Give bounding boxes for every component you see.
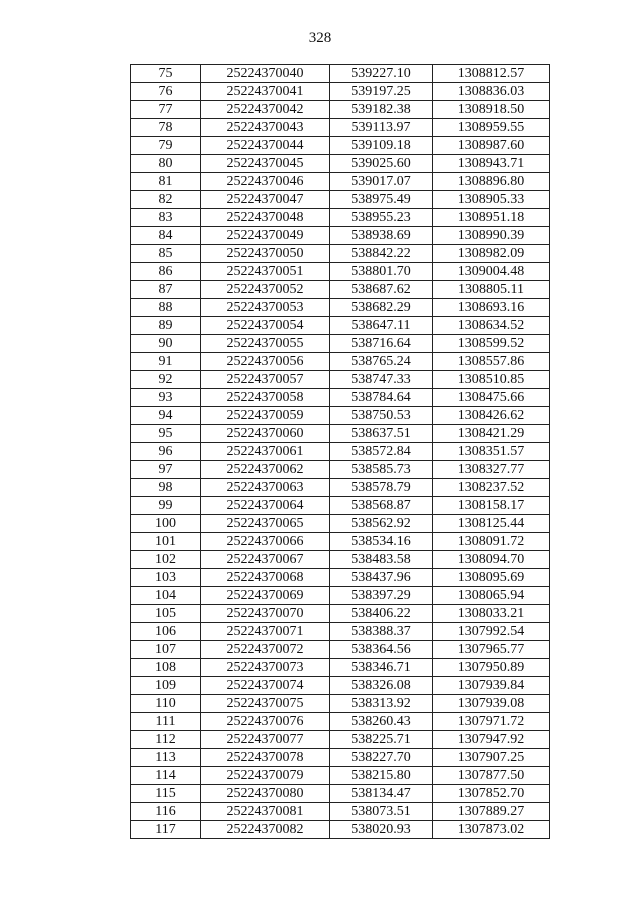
x-coordinate-cell: 538313.92	[330, 695, 433, 713]
x-coordinate-cell: 538572.84	[330, 443, 433, 461]
x-coordinate-cell: 538225.71	[330, 731, 433, 749]
row-number-cell: 91	[131, 353, 201, 371]
row-number-cell: 114	[131, 767, 201, 785]
y-coordinate-cell: 1308896.80	[433, 173, 550, 191]
y-coordinate-cell: 1308125.44	[433, 515, 550, 533]
point-id-cell: 25224370063	[201, 479, 330, 497]
x-coordinate-cell: 538938.69	[330, 227, 433, 245]
point-id-cell: 25224370043	[201, 119, 330, 137]
row-number-cell: 111	[131, 713, 201, 731]
point-id-cell: 25224370057	[201, 371, 330, 389]
x-coordinate-cell: 538406.22	[330, 605, 433, 623]
x-coordinate-cell: 538215.80	[330, 767, 433, 785]
y-coordinate-cell: 1308951.18	[433, 209, 550, 227]
table-row	[131, 425, 550, 443]
y-coordinate-cell: 1308943.71	[433, 155, 550, 173]
table-row	[131, 335, 550, 353]
table-row	[131, 623, 550, 641]
row-number-cell: 101	[131, 533, 201, 551]
point-id-cell: 25224370074	[201, 677, 330, 695]
x-coordinate-cell: 538534.16	[330, 533, 433, 551]
table-row	[131, 551, 550, 569]
table-row	[131, 767, 550, 785]
row-number-cell: 77	[131, 101, 201, 119]
row-number-cell: 82	[131, 191, 201, 209]
y-coordinate-cell: 1308599.52	[433, 335, 550, 353]
y-coordinate-cell: 1308426.62	[433, 407, 550, 425]
row-number-cell: 96	[131, 443, 201, 461]
point-id-cell: 25224370082	[201, 821, 330, 839]
point-id-cell: 25224370075	[201, 695, 330, 713]
y-coordinate-cell: 1307939.84	[433, 677, 550, 695]
point-id-cell: 25224370053	[201, 299, 330, 317]
table-row	[131, 785, 550, 803]
y-coordinate-cell: 1307873.02	[433, 821, 550, 839]
point-id-cell: 25224370049	[201, 227, 330, 245]
row-number-cell: 109	[131, 677, 201, 695]
row-number-cell: 94	[131, 407, 201, 425]
x-coordinate-cell: 539227.10	[330, 65, 433, 83]
x-coordinate-cell: 539197.25	[330, 83, 433, 101]
row-number-cell: 98	[131, 479, 201, 497]
y-coordinate-cell: 1308836.03	[433, 83, 550, 101]
x-coordinate-cell: 538364.56	[330, 641, 433, 659]
point-id-cell: 25224370052	[201, 281, 330, 299]
point-id-cell: 25224370055	[201, 335, 330, 353]
point-id-cell: 25224370071	[201, 623, 330, 641]
table-row	[131, 641, 550, 659]
row-number-cell: 116	[131, 803, 201, 821]
table-row	[131, 749, 550, 767]
table-row	[131, 191, 550, 209]
y-coordinate-cell: 1308237.52	[433, 479, 550, 497]
point-id-cell: 25224370073	[201, 659, 330, 677]
x-coordinate-cell: 538346.71	[330, 659, 433, 677]
y-coordinate-cell: 1308095.69	[433, 569, 550, 587]
row-number-cell: 93	[131, 389, 201, 407]
point-id-cell: 25224370048	[201, 209, 330, 227]
row-number-cell: 90	[131, 335, 201, 353]
row-number-cell: 106	[131, 623, 201, 641]
x-coordinate-cell: 538437.96	[330, 569, 433, 587]
y-coordinate-cell: 1308634.52	[433, 317, 550, 335]
row-number-cell: 95	[131, 425, 201, 443]
point-id-cell: 25224370069	[201, 587, 330, 605]
row-number-cell: 80	[131, 155, 201, 173]
x-coordinate-cell: 538682.29	[330, 299, 433, 317]
x-coordinate-cell: 538326.08	[330, 677, 433, 695]
x-coordinate-cell: 538765.24	[330, 353, 433, 371]
x-coordinate-cell: 538020.93	[330, 821, 433, 839]
x-coordinate-cell: 538747.33	[330, 371, 433, 389]
coordinates-table	[130, 64, 550, 839]
y-coordinate-cell: 1308812.57	[433, 65, 550, 83]
y-coordinate-cell: 1307965.77	[433, 641, 550, 659]
table-row	[131, 803, 550, 821]
x-coordinate-cell: 538750.53	[330, 407, 433, 425]
point-id-cell: 25224370076	[201, 713, 330, 731]
table-row	[131, 83, 550, 101]
x-coordinate-cell: 538975.49	[330, 191, 433, 209]
row-number-cell: 85	[131, 245, 201, 263]
y-coordinate-cell: 1308510.85	[433, 371, 550, 389]
table-row	[131, 371, 550, 389]
y-coordinate-cell: 1308693.16	[433, 299, 550, 317]
row-number-cell: 107	[131, 641, 201, 659]
row-number-cell: 115	[131, 785, 201, 803]
y-coordinate-cell: 1307939.08	[433, 695, 550, 713]
point-id-cell: 25224370047	[201, 191, 330, 209]
table-row	[131, 119, 550, 137]
y-coordinate-cell: 1308158.17	[433, 497, 550, 515]
y-coordinate-cell: 1308327.77	[433, 461, 550, 479]
x-coordinate-cell: 539025.60	[330, 155, 433, 173]
table-row	[131, 299, 550, 317]
y-coordinate-cell: 1308990.39	[433, 227, 550, 245]
point-id-cell: 25224370081	[201, 803, 330, 821]
x-coordinate-cell: 538260.43	[330, 713, 433, 731]
table-row	[131, 659, 550, 677]
table-row	[131, 515, 550, 533]
point-id-cell: 25224370062	[201, 461, 330, 479]
table-row	[131, 407, 550, 425]
y-coordinate-cell: 1308905.33	[433, 191, 550, 209]
row-number-cell: 103	[131, 569, 201, 587]
x-coordinate-cell: 538842.22	[330, 245, 433, 263]
row-number-cell: 83	[131, 209, 201, 227]
y-coordinate-cell: 1308918.50	[433, 101, 550, 119]
row-number-cell: 88	[131, 299, 201, 317]
point-id-cell: 25224370046	[201, 173, 330, 191]
point-id-cell: 25224370042	[201, 101, 330, 119]
row-number-cell: 113	[131, 749, 201, 767]
y-coordinate-cell: 1308091.72	[433, 533, 550, 551]
y-coordinate-cell: 1308959.55	[433, 119, 550, 137]
row-number-cell: 79	[131, 137, 201, 155]
point-id-cell: 25224370068	[201, 569, 330, 587]
point-id-cell: 25224370070	[201, 605, 330, 623]
y-coordinate-cell: 1307852.70	[433, 785, 550, 803]
x-coordinate-cell: 538483.58	[330, 551, 433, 569]
table-row	[131, 587, 550, 605]
point-id-cell: 25224370064	[201, 497, 330, 515]
point-id-cell: 25224370044	[201, 137, 330, 155]
x-coordinate-cell: 539182.38	[330, 101, 433, 119]
y-coordinate-cell: 1308421.29	[433, 425, 550, 443]
row-number-cell: 104	[131, 587, 201, 605]
y-coordinate-cell: 1307907.25	[433, 749, 550, 767]
table-row	[131, 155, 550, 173]
y-coordinate-cell: 1308557.86	[433, 353, 550, 371]
row-number-cell: 102	[131, 551, 201, 569]
point-id-cell: 25224370061	[201, 443, 330, 461]
point-id-cell: 25224370054	[201, 317, 330, 335]
table-row	[131, 317, 550, 335]
table-row	[131, 695, 550, 713]
y-coordinate-cell: 1308987.60	[433, 137, 550, 155]
point-id-cell: 25224370045	[201, 155, 330, 173]
table-row	[131, 569, 550, 587]
point-id-cell: 25224370050	[201, 245, 330, 263]
row-number-cell: 92	[131, 371, 201, 389]
x-coordinate-cell: 538687.62	[330, 281, 433, 299]
x-coordinate-cell: 538955.23	[330, 209, 433, 227]
y-coordinate-cell: 1307971.72	[433, 713, 550, 731]
table-row	[131, 605, 550, 623]
table-row	[131, 479, 550, 497]
x-coordinate-cell: 538784.64	[330, 389, 433, 407]
table-row	[131, 389, 550, 407]
table-body	[131, 65, 550, 839]
point-id-cell: 25224370066	[201, 533, 330, 551]
row-number-cell: 78	[131, 119, 201, 137]
y-coordinate-cell: 1307877.50	[433, 767, 550, 785]
row-number-cell: 99	[131, 497, 201, 515]
row-number-cell: 87	[131, 281, 201, 299]
point-id-cell: 25224370079	[201, 767, 330, 785]
row-number-cell: 110	[131, 695, 201, 713]
x-coordinate-cell: 538585.73	[330, 461, 433, 479]
y-coordinate-cell: 1308805.11	[433, 281, 550, 299]
table-row	[131, 281, 550, 299]
point-id-cell: 25224370067	[201, 551, 330, 569]
point-id-cell: 25224370058	[201, 389, 330, 407]
row-number-cell: 117	[131, 821, 201, 839]
y-coordinate-cell: 1307950.89	[433, 659, 550, 677]
point-id-cell: 25224370051	[201, 263, 330, 281]
x-coordinate-cell: 538388.37	[330, 623, 433, 641]
x-coordinate-cell: 538073.51	[330, 803, 433, 821]
table-row	[131, 227, 550, 245]
x-coordinate-cell: 538578.79	[330, 479, 433, 497]
point-id-cell: 25224370077	[201, 731, 330, 749]
row-number-cell: 108	[131, 659, 201, 677]
row-number-cell: 84	[131, 227, 201, 245]
y-coordinate-cell: 1307889.27	[433, 803, 550, 821]
point-id-cell: 25224370060	[201, 425, 330, 443]
row-number-cell: 89	[131, 317, 201, 335]
x-coordinate-cell: 538134.47	[330, 785, 433, 803]
row-number-cell: 76	[131, 83, 201, 101]
y-coordinate-cell: 1308475.66	[433, 389, 550, 407]
y-coordinate-cell: 1308033.21	[433, 605, 550, 623]
table-row	[131, 209, 550, 227]
x-coordinate-cell: 538397.29	[330, 587, 433, 605]
x-coordinate-cell: 539109.18	[330, 137, 433, 155]
page-number: 328	[308, 30, 332, 46]
row-number-cell: 112	[131, 731, 201, 749]
x-coordinate-cell: 538716.64	[330, 335, 433, 353]
row-number-cell: 97	[131, 461, 201, 479]
point-id-cell: 25224370072	[201, 641, 330, 659]
row-number-cell: 105	[131, 605, 201, 623]
table-row	[131, 731, 550, 749]
row-number-cell: 100	[131, 515, 201, 533]
y-coordinate-cell: 1308351.57	[433, 443, 550, 461]
x-coordinate-cell: 538562.92	[330, 515, 433, 533]
y-coordinate-cell: 1308982.09	[433, 245, 550, 263]
table-row	[131, 443, 550, 461]
table-row	[131, 245, 550, 263]
table-row	[131, 173, 550, 191]
x-coordinate-cell: 538568.87	[330, 497, 433, 515]
y-coordinate-cell: 1307947.92	[433, 731, 550, 749]
row-number-cell: 81	[131, 173, 201, 191]
y-coordinate-cell: 1309004.48	[433, 263, 550, 281]
x-coordinate-cell: 538801.70	[330, 263, 433, 281]
point-id-cell: 25224370078	[201, 749, 330, 767]
table-row	[131, 461, 550, 479]
table-row	[131, 101, 550, 119]
table-row	[131, 497, 550, 515]
table-row	[131, 137, 550, 155]
x-coordinate-cell: 538647.11	[330, 317, 433, 335]
table-row	[131, 263, 550, 281]
y-coordinate-cell: 1308065.94	[433, 587, 550, 605]
x-coordinate-cell: 539113.97	[330, 119, 433, 137]
y-coordinate-cell: 1308094.70	[433, 551, 550, 569]
point-id-cell: 25224370059	[201, 407, 330, 425]
point-id-cell: 25224370040	[201, 65, 330, 83]
table-row	[131, 65, 550, 83]
table-row	[131, 353, 550, 371]
row-number-cell: 86	[131, 263, 201, 281]
y-coordinate-cell: 1307992.54	[433, 623, 550, 641]
point-id-cell: 25224370065	[201, 515, 330, 533]
table-row	[131, 533, 550, 551]
x-coordinate-cell: 538227.70	[330, 749, 433, 767]
row-number-cell: 75	[131, 65, 201, 83]
table-row	[131, 713, 550, 731]
point-id-cell: 25224370041	[201, 83, 330, 101]
x-coordinate-cell: 539017.07	[330, 173, 433, 191]
x-coordinate-cell: 538637.51	[330, 425, 433, 443]
table-row	[131, 677, 550, 695]
point-id-cell: 25224370056	[201, 353, 330, 371]
point-id-cell: 25224370080	[201, 785, 330, 803]
table-row	[131, 821, 550, 839]
